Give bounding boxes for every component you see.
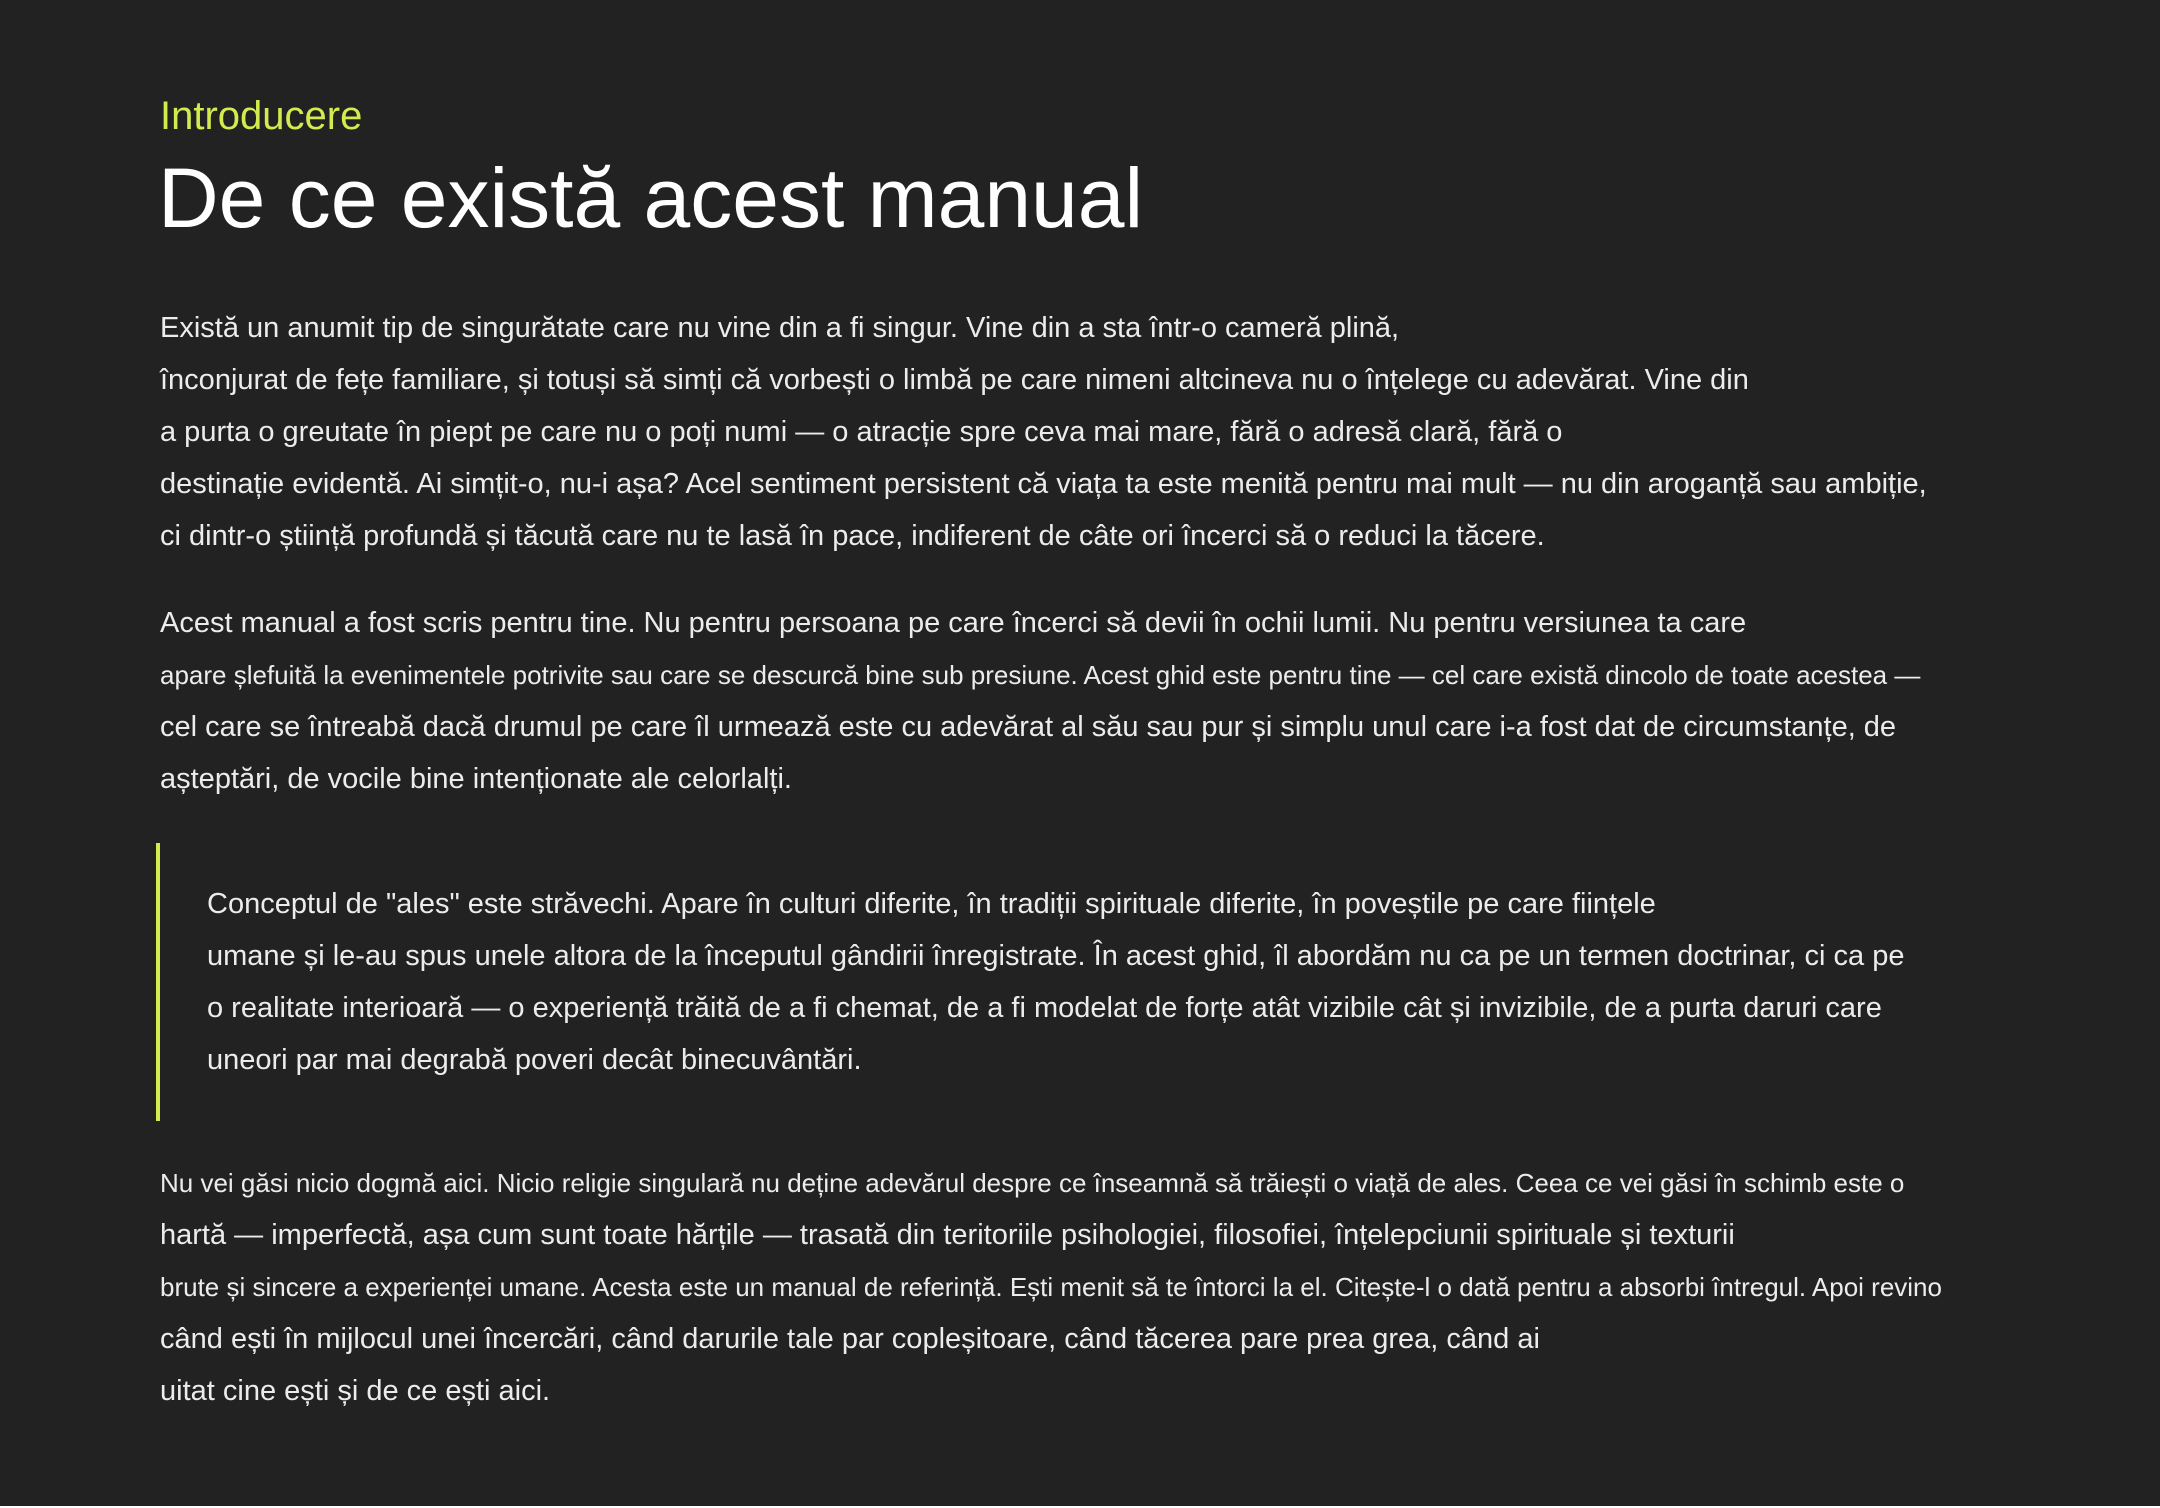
- blockquote-accent-bar: [156, 843, 160, 1121]
- paragraph-line: când ești în mijlocul unei încercări, când darurile tale par copleșitoare, când tăcerea pare prea grea, când ai: [160, 1323, 1540, 1355]
- intro-paragraph-2: [160, 597, 1920, 805]
- paragraph-line: o realitate interioară — o experiență trăită de a fi chemat, de a fi modelat de forțe atât vizibile cât și invizibile, de a purta daruri care: [207, 992, 1882, 1024]
- intro-paragraph-4: [160, 1157, 1942, 1417]
- paragraph-line: Conceptul de "ales" este străvechi. Apare în culturi diferite, în tradiții spirituale diferite, în poveștile pe care ființele: [207, 888, 1656, 920]
- paragraph-line: hartă — imperfectă, așa cum sunt toate hărțile — trasată din teritoriile psihologiei, filosofiei, înțelepciunii spirituale și texturii: [160, 1219, 1735, 1251]
- paragraph-line: Acest manual a fost scris pentru tine. Nu pentru persoana pe care încerci să devii în ochii lumii. Nu pentru versiunea ta care: [160, 607, 1747, 639]
- paragraph-line: înconjurat de fețe familiare, și totuși să simți că vorbești o limbă pe care nimeni altcineva nu o înțelege cu adevărat. Vine din: [160, 364, 1749, 396]
- paragraph-line: ci dintr-o știință profundă și tăcută care nu te lasă în pace, indiferent de câte ori încerci să o reduci la tăcere.: [160, 520, 1545, 552]
- paragraph-line: Nu vei găsi nicio dogmă aici. Nicio religie singulară nu deține adevărul despre ce înseamnă să trăiești o viață de ales. Ceea ce vei găsi în schimb este o: [160, 1168, 1905, 1198]
- blockquote-text: [207, 878, 1905, 1086]
- paragraph-line: Există un anumit tip de singurătate care nu vine din a fi singur. Vine din a sta într-o cameră plină,: [160, 312, 1400, 344]
- intro-paragraph-1: [160, 302, 1927, 562]
- section-kicker: Introducere: [160, 94, 363, 138]
- paragraph-line: a purta o greutate în piept pe care nu o poți numi — o atracție spre ceva mai mare, fără o adresă clară, fără o: [160, 416, 1563, 448]
- paragraph-line: destinație evidentă. Ai simțit-o, nu-i așa? Acel sentiment persistent că viața ta este menită pentru mai mult — nu din aroganță sau ambiție,: [160, 468, 1927, 500]
- paragraph-line: cel care se întreabă dacă drumul pe care îl urmează este cu adevărat al său sau pur și simplu unul care i-a fost dat de circumstanțe, de: [160, 711, 1897, 743]
- page-title: De ce există acest manual: [158, 151, 1144, 245]
- paragraph-line: așteptări, de vocile bine intenționate ale celorlalți.: [160, 763, 792, 795]
- paragraph-line: uneori par mai degrabă poveri decât binecuvântări.: [207, 1044, 862, 1076]
- paragraph-line: brute și sincere a experienței umane. Acesta este un manual de referință. Ești menit să te întorci la el. Citește-l o dată pentru a absorbi întregul. Apoi revino: [160, 1272, 1942, 1302]
- paragraph-line: apare șlefuită la evenimentele potrivite sau care se descurcă bine sub presiune. Acest ghid este pentru tine — cel care există dincolo de toate acestea —: [160, 660, 1921, 690]
- paragraph-line: uitat cine ești și de ce ești aici.: [160, 1375, 551, 1407]
- paragraph-line: umane și le-au spus unele altora de la începutul gândirii înregistrate. În acest ghid, îl abordăm nu ca pe un termen doctrinar, ci ca pe: [207, 940, 1905, 972]
